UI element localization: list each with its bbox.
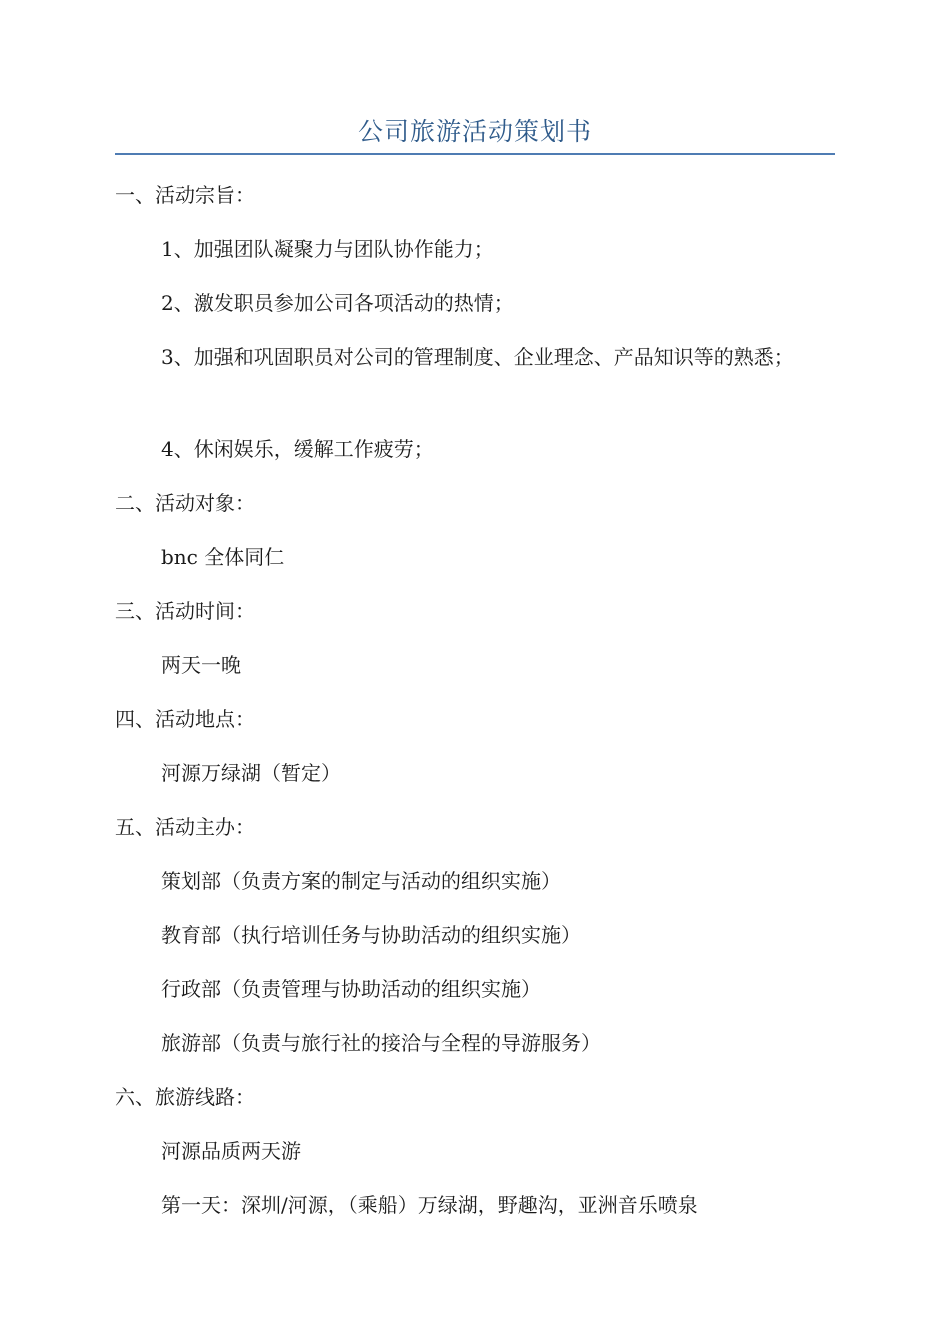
section-heading-location: 四、活动地点： <box>115 707 255 731</box>
document-title: 公司旅游活动策划书 <box>357 117 592 146</box>
audience-text: bnc 全体同仁 <box>161 545 285 569</box>
section-heading-organizers: 五、活动主办： <box>115 815 255 839</box>
organizer-item: 旅游部（负责与旅行社的接洽与全程的导游服务） <box>161 1031 601 1055</box>
time-text: 两天一晚 <box>161 653 241 677</box>
location-text: 河源万绿湖（暂定） <box>161 761 341 785</box>
section-heading-purpose: 一、活动宗旨： <box>115 183 255 207</box>
organizer-item: 行政部（负责管理与协助活动的组织实施） <box>161 977 541 1001</box>
purpose-item-3: 3、加强和巩固职员对公司的管理制度、企业理念、产品知识等的熟悉； <box>161 345 794 369</box>
section-heading-route: 六、旅游线路： <box>115 1085 255 1109</box>
route-name: 河源品质两天游 <box>161 1139 301 1163</box>
route-day-1: 第一天：深圳/河源，（乘船）万绿湖，野趣沟，亚洲音乐喷泉 <box>161 1193 698 1217</box>
purpose-item-2: 2、激发职员参加公司各项活动的热情； <box>161 291 514 315</box>
purpose-item-4: 4、休闲娱乐，缓解工作疲劳； <box>161 437 434 461</box>
purpose-item-1: 1、加强团队凝聚力与团队协作能力； <box>161 237 494 261</box>
section-heading-time: 三、活动时间： <box>115 599 255 623</box>
section-heading-audience: 二、活动对象： <box>115 491 255 515</box>
organizer-item: 策划部（负责方案的制定与活动的组织实施） <box>161 869 561 893</box>
organizer-item: 教育部（执行培训任务与协助活动的组织实施） <box>161 923 581 947</box>
title-underline <box>115 153 835 155</box>
